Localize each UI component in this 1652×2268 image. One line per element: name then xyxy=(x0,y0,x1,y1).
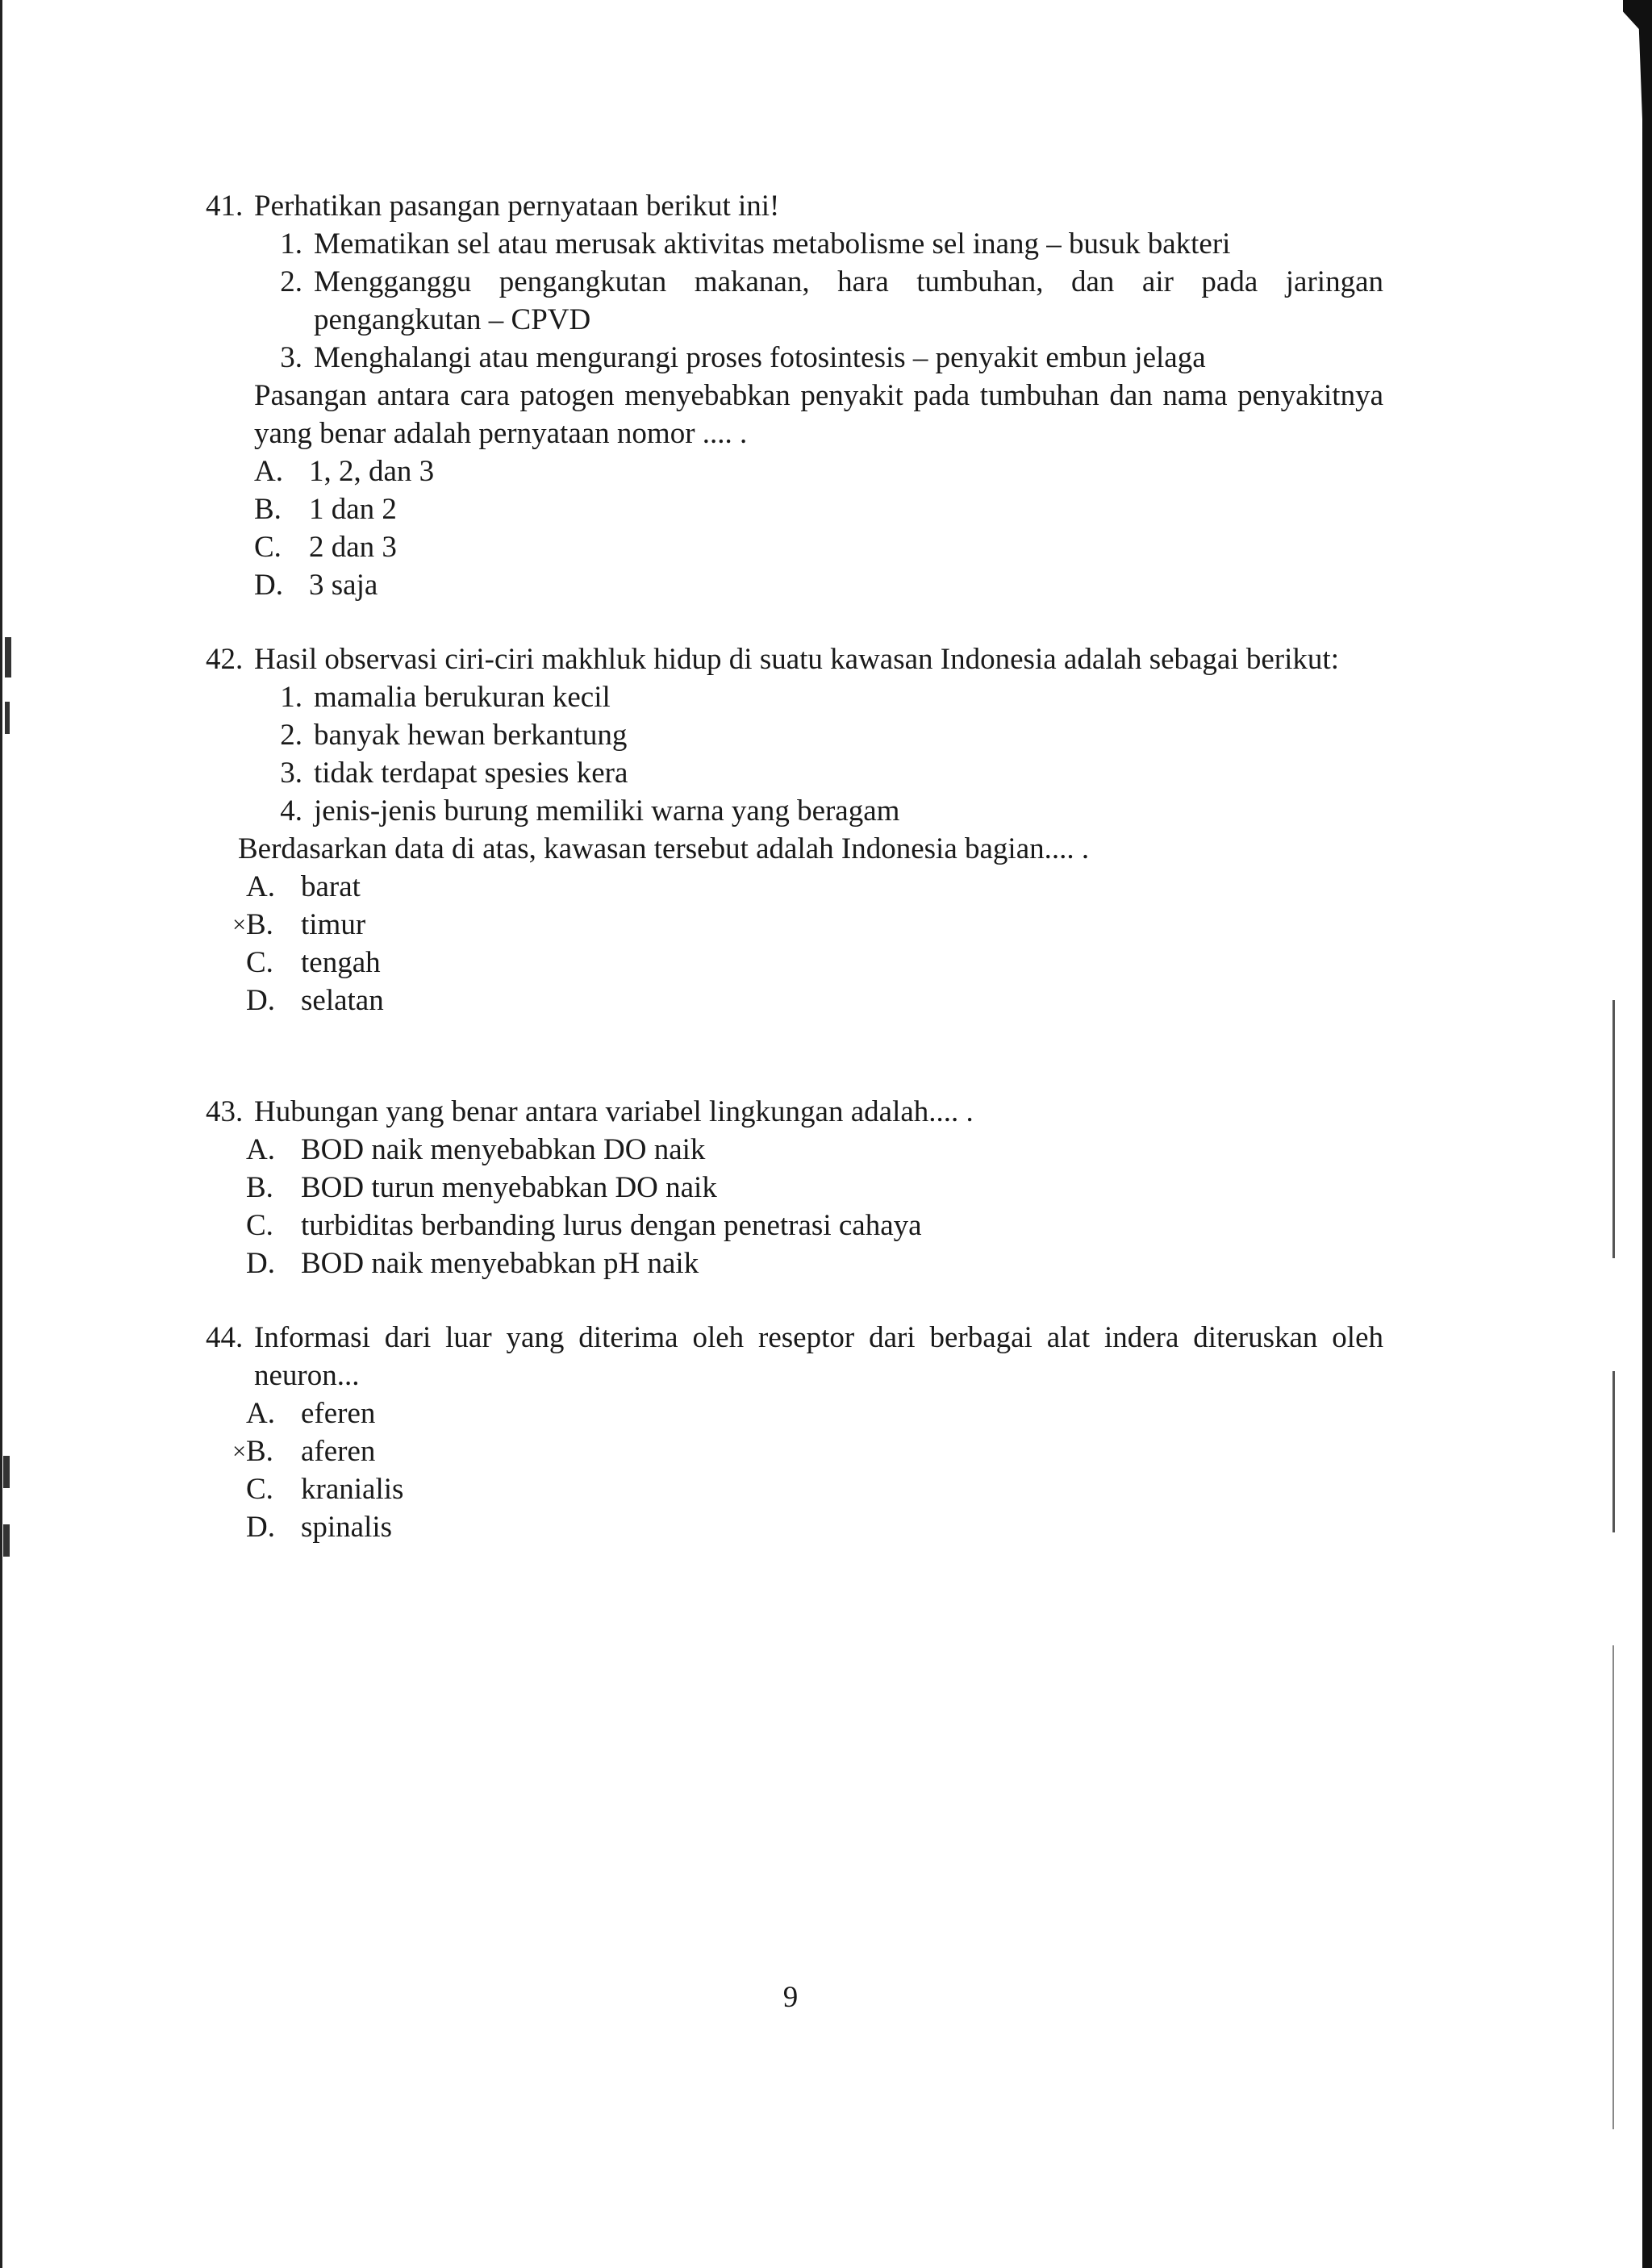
question-42 xyxy=(206,640,1383,1019)
answer-options xyxy=(206,1131,1383,1282)
answer-mark-icon xyxy=(206,1207,246,1244)
answer-option[interactable] xyxy=(254,528,1383,566)
answer-mark-icon xyxy=(206,944,246,982)
question-number: 42. xyxy=(206,643,244,676)
scan-mark xyxy=(3,1456,10,1488)
statement-number: 4. xyxy=(280,794,302,828)
question-41 xyxy=(206,187,1383,604)
answer-option[interactable] xyxy=(254,452,1383,490)
statement-item xyxy=(254,225,1383,263)
statement-text: Mematikan sel atau merusak aktivitas metabolisme sel inang – busuk bakteri xyxy=(314,227,1231,261)
answer-option[interactable] xyxy=(254,490,1383,528)
option-text: 2 dan 3 xyxy=(309,531,397,564)
answer-option[interactable] xyxy=(206,868,1383,906)
answer-mark-icon xyxy=(206,1244,246,1282)
statement-item xyxy=(254,263,1383,339)
answer-option[interactable] xyxy=(206,1207,1383,1244)
option-text: kranialis xyxy=(301,1473,404,1506)
question-text: Informasi dari luar yang diterima oleh reseptor dari berbagai alat indera diteruskan oleh neuron... xyxy=(254,1321,1383,1392)
option-text: 1 dan 2 xyxy=(309,493,397,526)
option-text: BOD naik menyebabkan DO naik xyxy=(301,1133,706,1166)
scan-mark xyxy=(3,1524,10,1557)
answer-mark-icon xyxy=(206,868,246,906)
statement-item xyxy=(254,678,1383,716)
statement-item xyxy=(254,792,1383,830)
question-44 xyxy=(206,1319,1383,1546)
answer-option[interactable] xyxy=(206,944,1383,982)
statement-item xyxy=(254,339,1383,377)
statement-number: 2. xyxy=(280,719,302,752)
answer-option[interactable] xyxy=(206,1470,1383,1508)
option-text: 1, 2, dan 3 xyxy=(309,455,435,488)
answer-mark-icon: × xyxy=(232,1438,246,1465)
option-text: barat xyxy=(301,870,361,903)
scan-edge-left xyxy=(0,0,2,2268)
answer-option[interactable] xyxy=(206,1395,1383,1432)
answer-options xyxy=(206,868,1383,1019)
statement-number: 1. xyxy=(280,681,302,714)
scan-mark xyxy=(5,637,11,677)
option-text: spinalis xyxy=(301,1511,393,1544)
option-letter: D. xyxy=(246,1247,275,1280)
answer-option[interactable] xyxy=(206,1131,1383,1169)
option-text: BOD naik menyebabkan pH naik xyxy=(301,1247,699,1280)
statement-item xyxy=(254,716,1383,754)
statement-text: banyak hewan berkantung xyxy=(314,719,628,752)
statement-text: jenis-jenis burung memiliki warna yang beragam xyxy=(314,794,900,828)
question-43 xyxy=(206,1093,1383,1282)
answer-options xyxy=(206,1395,1383,1546)
option-text: BOD turun menyebabkan DO naik xyxy=(301,1171,717,1204)
statement-number: 2. xyxy=(280,265,302,298)
question-text: Perhatikan pasangan pernyataan berikut ini! xyxy=(254,190,780,223)
question-text: Hubungan yang benar antara variabel lingkungan adalah.... . xyxy=(254,1095,974,1128)
option-letter: B. xyxy=(246,1435,273,1468)
option-text: turbiditas berbanding lurus dengan penetrasi cahaya xyxy=(301,1209,922,1242)
option-text: eferen xyxy=(301,1397,376,1430)
answer-option[interactable] xyxy=(206,982,1383,1019)
option-letter: C. xyxy=(246,946,273,979)
scan-mark xyxy=(1612,1371,1615,1532)
option-letter: A. xyxy=(246,1133,275,1166)
scan-mark xyxy=(1612,1000,1615,1258)
answer-option[interactable] xyxy=(206,1169,1383,1207)
option-text: selatan xyxy=(301,984,384,1017)
statement-text: tidak terdapat spesies kera xyxy=(314,757,628,790)
statement-text: mamalia berukuran kecil xyxy=(314,681,611,714)
option-letter: C. xyxy=(254,531,282,564)
option-letter: A. xyxy=(254,455,283,488)
answer-option[interactable] xyxy=(206,1508,1383,1546)
option-text: 3 saja xyxy=(309,569,378,602)
option-letter: D. xyxy=(246,984,275,1017)
question-number: 41. xyxy=(206,190,244,223)
statement-item xyxy=(254,754,1383,792)
scan-edge-right xyxy=(1642,0,1652,2268)
question-number: 43. xyxy=(206,1095,244,1128)
answer-mark-icon xyxy=(206,1508,246,1546)
answer-mark-icon xyxy=(206,1131,246,1169)
option-text: timur xyxy=(301,908,366,941)
option-letter: C. xyxy=(246,1209,273,1242)
page-number: 9 xyxy=(782,1981,799,2014)
option-text: aferen xyxy=(301,1435,376,1468)
answer-mark-icon xyxy=(206,1395,246,1432)
answer-mark-icon xyxy=(206,1169,246,1207)
answer-mark-icon xyxy=(206,1470,246,1508)
answer-option[interactable] xyxy=(206,906,1383,944)
scan-mark xyxy=(1612,1645,1614,2129)
statement-text: Menghalangi atau mengurangi proses fotosintesis – penyakit embun jelaga xyxy=(314,341,1206,374)
option-letter: A. xyxy=(246,870,275,903)
option-letter: B. xyxy=(254,493,282,526)
option-text: tengah xyxy=(301,946,381,979)
option-letter: B. xyxy=(246,908,273,941)
answer-option[interactable] xyxy=(206,1244,1383,1282)
answer-mark-icon xyxy=(206,982,246,1019)
answer-option[interactable] xyxy=(254,566,1383,604)
scan-corner-fold xyxy=(1623,0,1652,145)
option-letter: B. xyxy=(246,1171,273,1204)
answer-mark-icon: × xyxy=(232,911,246,938)
question-stem: Pasangan antara cara patogen menyebabkan penyakit pada tumbuhan dan nama penyakitnya yang benar adalah pernyataan nomor .... . xyxy=(254,379,1383,450)
statement-list xyxy=(254,225,1383,377)
option-letter: A. xyxy=(246,1397,275,1430)
question-stem: Berdasarkan data di atas, kawasan tersebut adalah Indonesia bagian.... . xyxy=(238,832,1090,865)
answer-option[interactable] xyxy=(206,1432,1383,1470)
question-number: 44. xyxy=(206,1321,244,1354)
option-letter: C. xyxy=(246,1473,273,1506)
statement-number: 1. xyxy=(280,227,302,261)
question-text: Hasil observasi ciri-ciri makhluk hidup di suatu kawasan Indonesia adalah sebagai berikut: xyxy=(254,643,1339,676)
option-letter: D. xyxy=(246,1511,275,1544)
statement-number: 3. xyxy=(280,341,302,374)
scan-mark xyxy=(5,702,10,734)
statement-number: 3. xyxy=(280,757,302,790)
option-letter: D. xyxy=(254,569,283,602)
statement-text: Mengganggu pengangkutan makanan, hara tumbuhan, dan air pada jaringan pengangkutan – CPVD xyxy=(314,265,1383,336)
answer-options xyxy=(254,452,1383,604)
statement-list xyxy=(254,678,1383,830)
